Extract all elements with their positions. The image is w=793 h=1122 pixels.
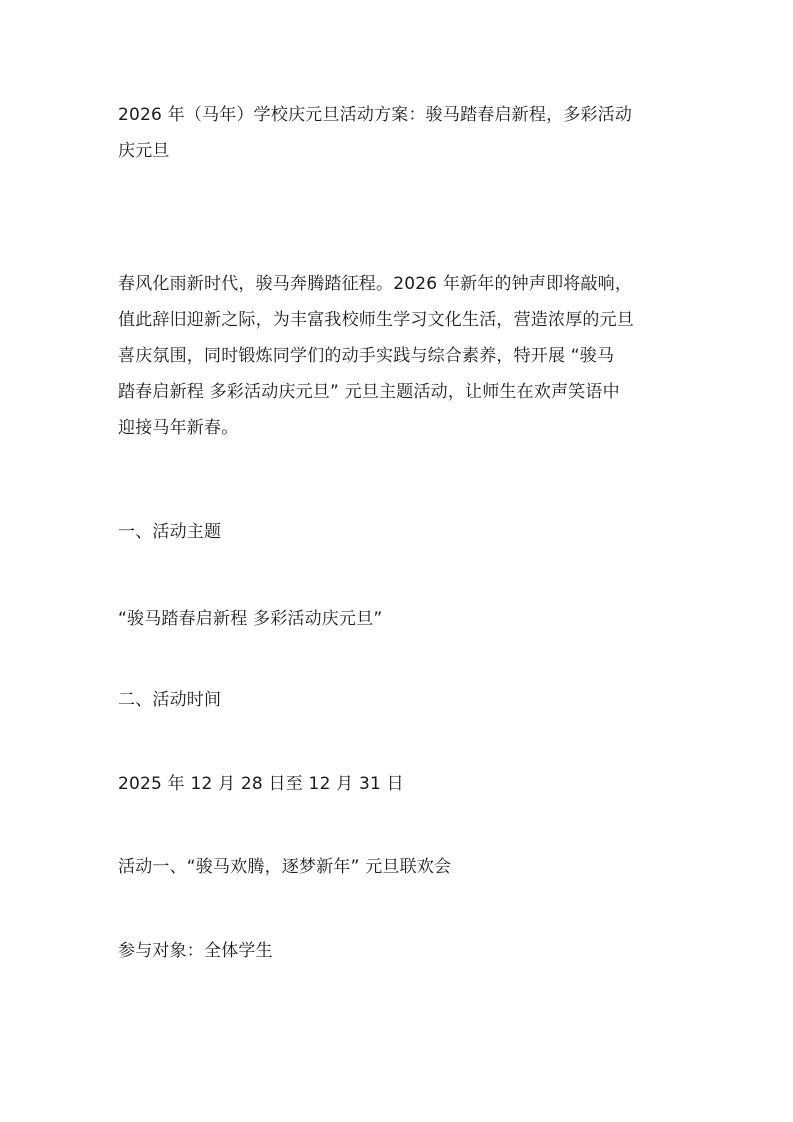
section-heading-time: 二、活动时间 [118,690,222,710]
intro-line-2: 值此辞旧迎新之际，为丰富我校师生学习文化生活，营造浓厚的元旦 [118,310,634,330]
participants-text: 参与对象：全体学生 [118,941,273,961]
intro-line-3: 喜庆氛围，同时锻炼同学们的动手实践与综合素养，特开展 “骏马 [118,346,615,366]
intro-line-4: 踏春启新程 多彩活动庆元旦” 元旦主题活动，让师生在欢声笑语中 [118,382,620,402]
intro-line-5: 迎接马年新春。 [118,418,239,438]
activity-one-title: 活动一、“骏马欢腾，逐梦新年” 元旦联欢会 [118,857,452,877]
activity-date: 2025 年 12 月 28 日至 12 月 31 日 [118,774,404,794]
intro-line-1: 春风化雨新时代，骏马奔腾踏征程。2026 年新年的钟声即将敲响， [118,274,633,294]
title-line-1: 2026 年（马年）学校庆元旦活动方案：骏马踏春启新程，多彩活动 [118,105,633,125]
document-title [118,97,678,169]
title-line-2: 庆元旦 [118,141,170,161]
theme-text: “骏马踏春启新程 多彩活动庆元旦” [118,609,383,629]
intro-paragraph [118,266,678,446]
section-heading-theme: 一、活动主题 [118,522,222,542]
